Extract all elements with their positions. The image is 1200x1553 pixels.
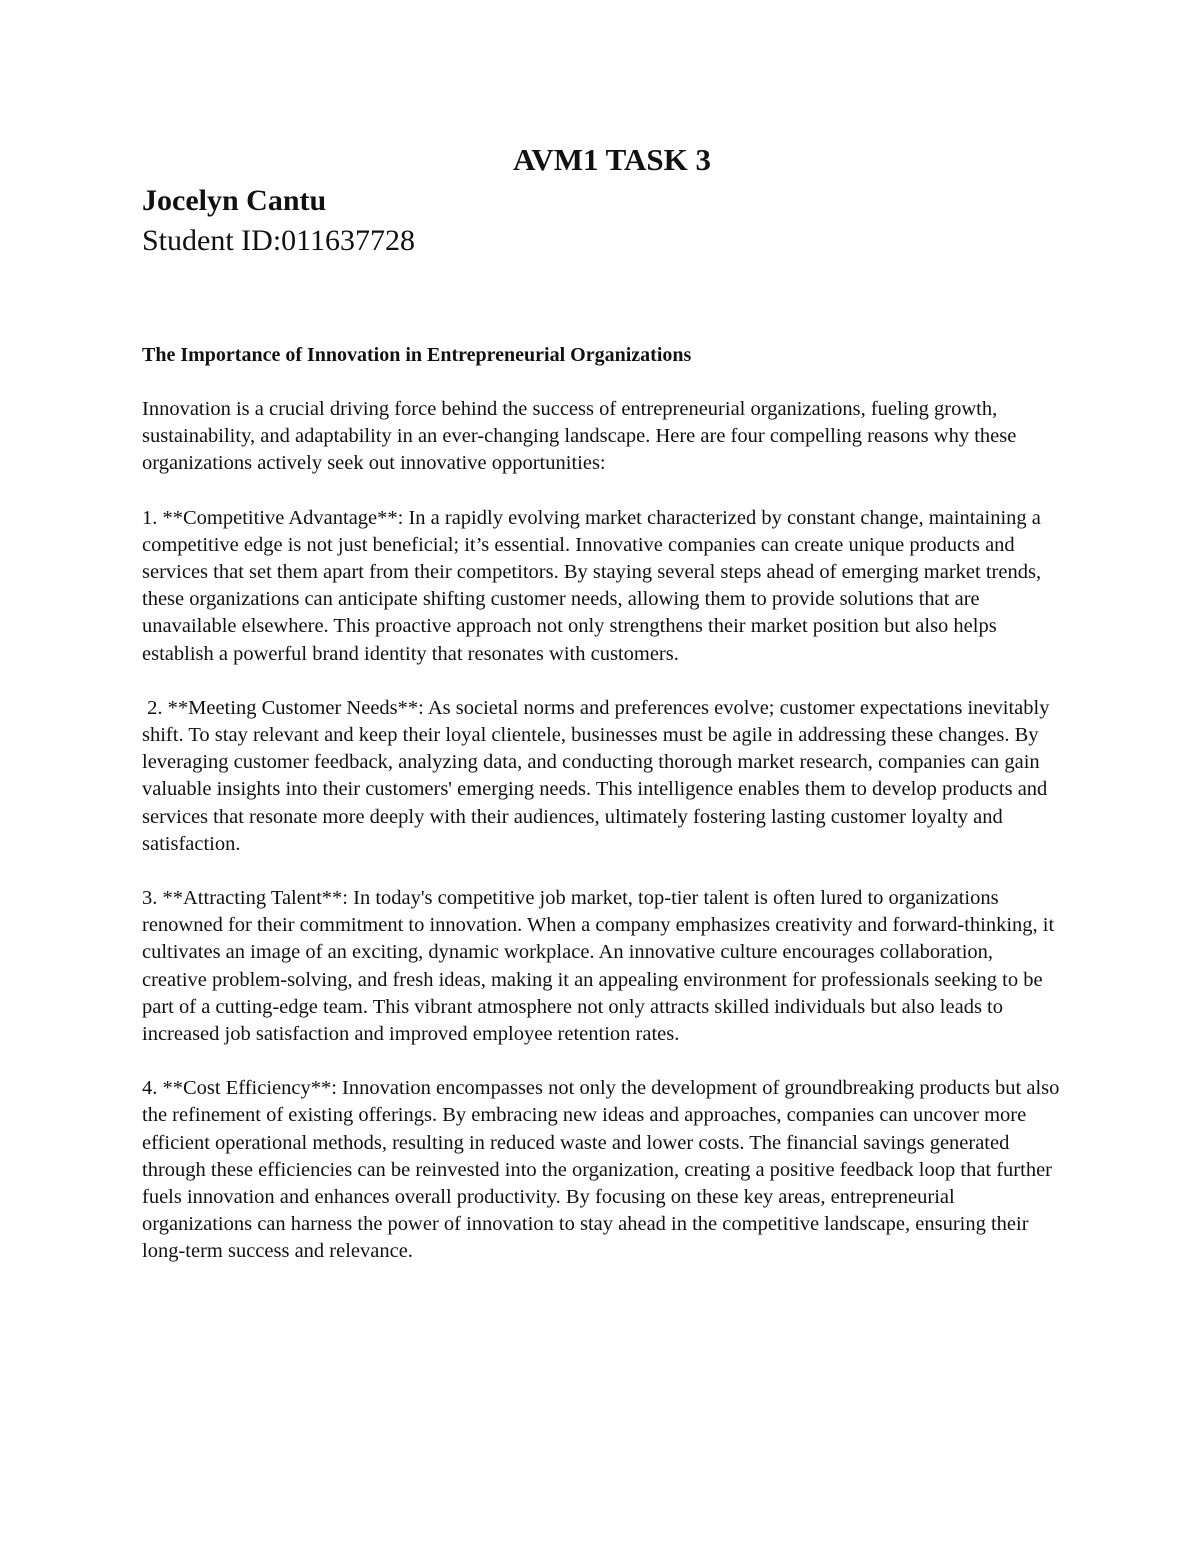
section-heading: The Importance of Innovation in Entrepreneurial Organizations	[142, 344, 692, 366]
intro-paragraph: Innovation is a crucial driving force behind the success of entrepreneurial organizations, fueling growth, sustainability, and adaptability in an ever-changing landscape. Here are four compelling reasons why these organizations actively seek out innovative opportunities:	[142, 398, 1017, 475]
point-paragraph-2: 2. **Meeting Customer Needs**: As societal norms and preferences evolve; customer expectations inevitably shift. To stay relevant and keep their loyal clientele, businesses must be agile in addressing these changes. By leveraging customer feedback, analyzing data, and conducting thorough market research, companies can gain valuable insights into their customers' emerging needs. This intelligence enables them to develop products and services that resonate more deeply with their audiences, ultimately fostering lasting customer loyalty and satisfaction.	[142, 696, 1055, 855]
document-page	[142, 138, 1062, 1266]
point-paragraph-3: 3. **Attracting Talent**: In today's competitive job market, top-tier talent is often lured to organizations renowned for their commitment to innovation. When a company emphasizes creativity and forward-thinking, it cultivates an image of an exciting, dynamic workplace. An innovative culture encourages collaboration, creative problem-solving, and fresh ideas, making it an appealing environment for professionals seeking to be part of a cutting-edge team. This vibrant atmosphere not only attracts skilled individuals but also leads to increased job satisfaction and improved employee retention rates.	[142, 887, 1055, 1046]
document-title: AVM1 TASK 3	[512, 142, 712, 177]
student-id: Student ID:011637728	[142, 224, 416, 257]
author-name: Jocelyn Cantu	[142, 184, 327, 217]
point-paragraph-4: 4. **Cost Efficiency**: Innovation encompasses not only the development of groundbreaking products but also the refinement of existing offerings. By embracing new ideas and approaches, companies can uncover more efficient operational methods, resulting in reduced waste and lower costs. The financial savings generated through these efficiencies can be reinvested into the organization, creating a positive feedback loop that further fuels innovation and enhances overall productivity. By focusing on these key areas, entrepreneurial organizations can harness the power of innovation to stay ahead in the competitive landscape, ensuring their long-term success and relevance.	[142, 1077, 1060, 1263]
point-paragraph-1: 1. **Competitive Advantage**: In a rapidly evolving market characterized by constant change, maintaining a competitive edge is not just beneficial; it’s essential. Innovative companies can create unique products and services that set them apart from their competitors. By staying several steps ahead of emerging market trends, these organizations can anticipate shifting customer needs, allowing them to provide solutions that are unavailable elsewhere. This proactive approach not only strengthens their market position but also helps establish a powerful brand identity that resonates with customers.	[142, 506, 1042, 665]
